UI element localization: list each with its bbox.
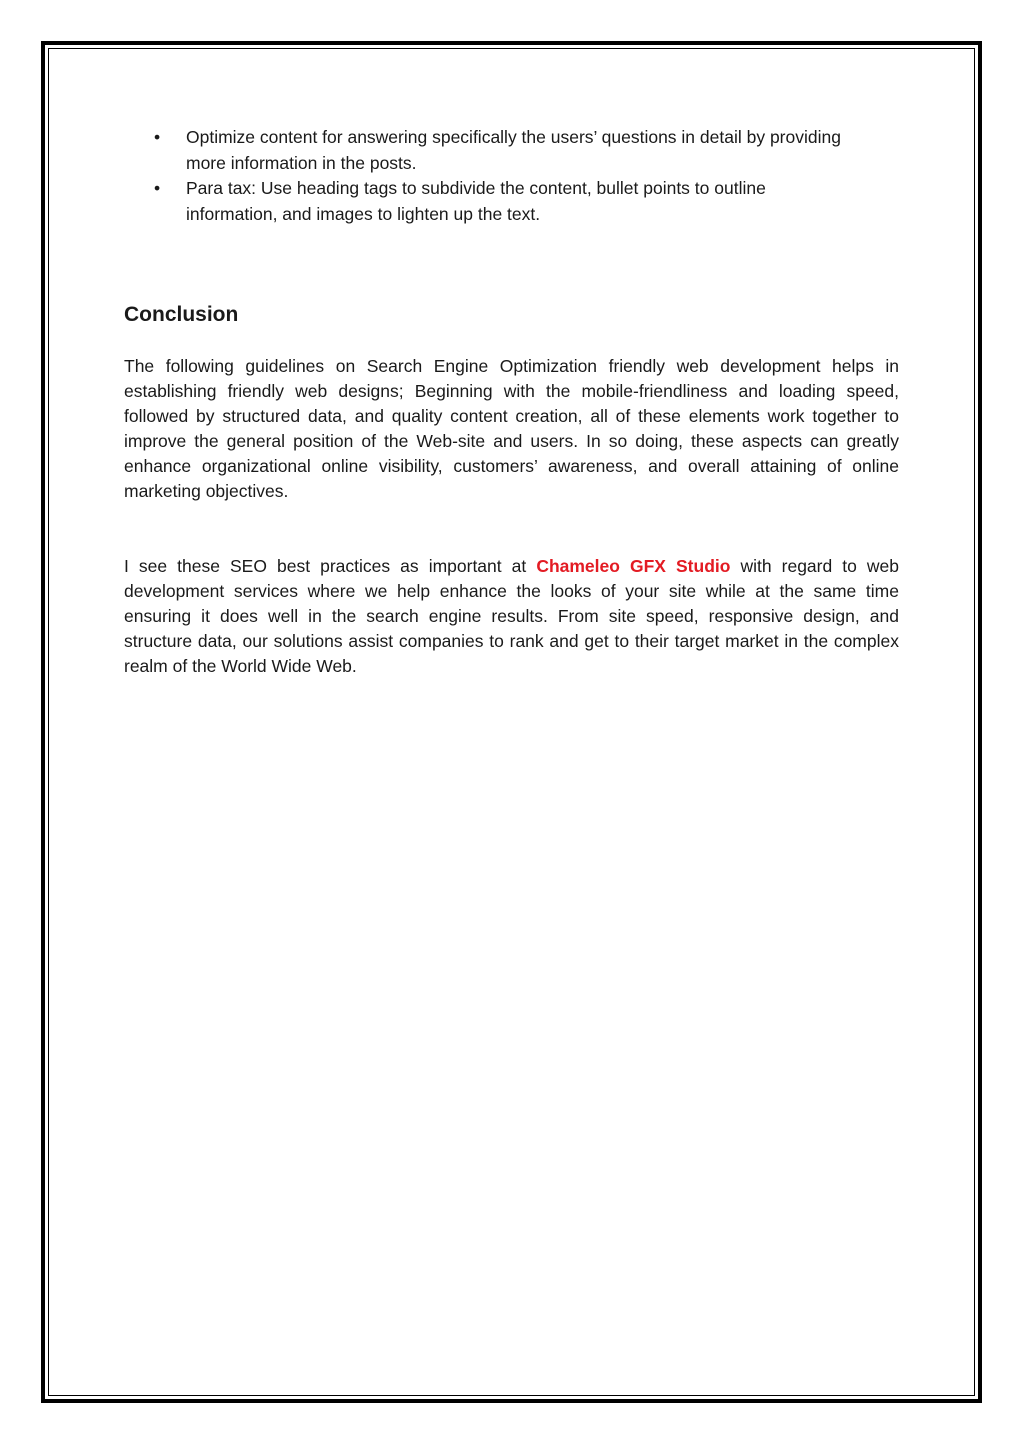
promo-text-end: with regard to web development services where we help enhance the looks of your site while at the same time ensuring it does well in the search engine results. From site speed, responsive design, and structure data, our solutions assist companies to rank and get to their target market in the complex realm of the World Wide Web. [124, 556, 899, 676]
promo-text-start: I see these SEO best practices as important at [124, 556, 537, 576]
conclusion-paragraph: The following guidelines on Search Engine Optimization friendly web development helps in establishing friendly web designs; Beginning with the mobile-friendliness and loading speed, followed by structured data, and quality content creation, all of these elements work together to improve the general position of the Web-site and users. In so doing, these aspects can greatly enhance organizational online visibility, customers’ awareness, and overall attaining of online marketing objectives. [124, 356, 899, 501]
page-border-inner [48, 48, 975, 1396]
brand-name: Chameleo GFX Studio [536, 556, 731, 576]
bullet-text: Optimize content for answering specifically the users’ questions in detail by providing more information in the posts. [186, 127, 841, 173]
list-item [154, 125, 854, 176]
bullet-icon: • [154, 178, 161, 198]
bullet-text: Para tax: Use heading tags to subdivide the content, bullet points to outline information, and images to lighten up the text. [186, 178, 766, 224]
bullet-icon: • [154, 127, 161, 147]
list-item [154, 176, 854, 227]
conclusion-heading: Conclusion [124, 303, 239, 326]
promo-paragraph [124, 554, 899, 679]
bullet-list [154, 125, 854, 227]
